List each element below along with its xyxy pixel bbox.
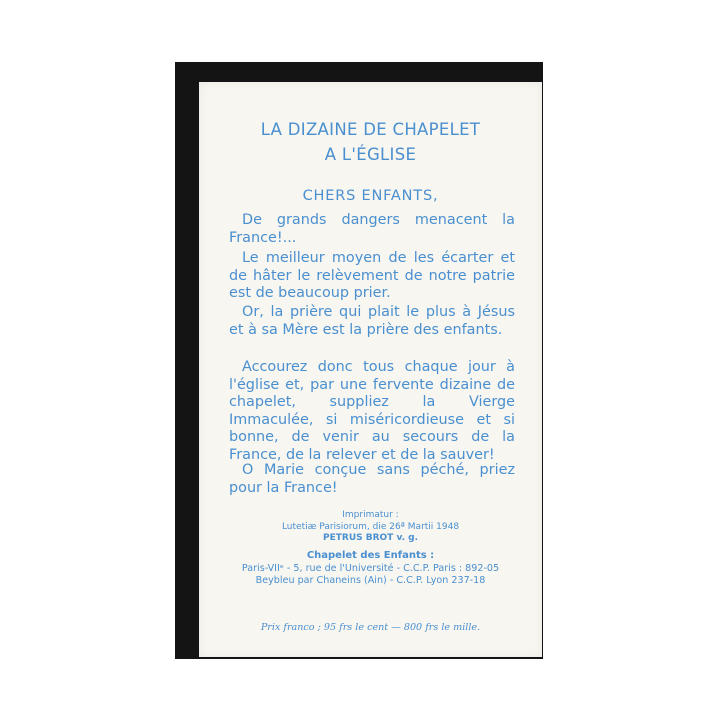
publisher-name: Chapelet des Enfants : — [306, 550, 435, 561]
paragraph-2: Le meilleur moyen de les écarter et de hâter le relèvement de notre patrie est de beaucoup prier. — [229, 250, 515, 302]
paragraph-1: De grands dangers menacent la France!... — [229, 212, 515, 246]
price-note: Prix franco ; 95 frs le cent — 800 frs le mille. — [260, 622, 481, 633]
imprimatur-place-date: Lutetiæ Parisiorum, die 26ª Martii 1948 — [281, 521, 460, 532]
publisher-address-1: Paris-VIIᵉ - 5, rue de l'Université - C.C.P. Paris : 892-05 — [241, 562, 500, 574]
paragraph-4: Accourez donc tous chaque jour à l'église et, par une fervente dizaine de chapelet, suppliez la Vierge Immaculée, si miséricordieuse et si bonne, de venir au secours de la France, de la relever et de la sauver! — [229, 359, 515, 463]
imprimatur — [199, 510, 542, 545]
paragraph-5: O Marie conçue sans péché, priez pour la France! — [229, 462, 515, 496]
imprimatur-signatory: PETRUS BROT v. g. — [323, 533, 418, 543]
publisher-address-2: Beybleu par Chaneins (Ain) - C.C.P. Lyon 237-18 — [255, 575, 486, 587]
imprimatur-label: Imprimatur : — [342, 510, 399, 520]
paragraph-3: Or, la prière qui plait le plus à Jésus et à sa Mère est la prière des enfants. — [229, 304, 515, 338]
title-line-2: A L'ÉGLISE — [324, 145, 417, 164]
title-line-1: LA DIZAINE DE CHAPELET — [260, 120, 481, 139]
prayer-card — [199, 82, 542, 657]
salutation: CHERS ENFANTS, — [302, 188, 439, 204]
publisher-block — [199, 550, 542, 588]
